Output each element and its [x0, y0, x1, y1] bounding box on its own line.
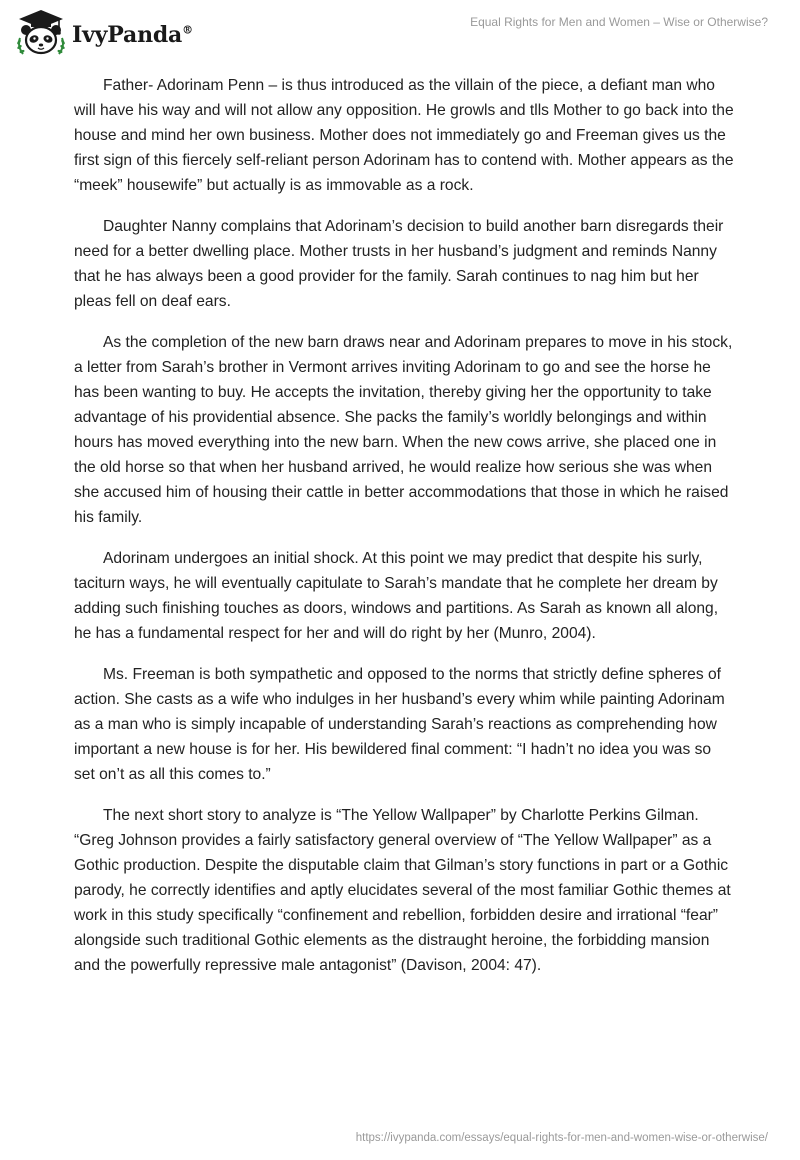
paragraph: Ms. Freeman is both sympathetic and opposed to the norms that strictly define spheres of action. She casts as a wife who indulges in her husband’s every whim while painting Adorinam as a man who is simply incapable of understanding Sarah’s reactions as comprehending how important a new house is for her. His bewildered final comment: “I hadn’t no idea you was so set on’t as all this comes to.”: [74, 666, 725, 783]
paragraph: Father- Adorinam Penn – is thus introduced as the villain of the piece, a defiant man who will have his way and will not allow any opposition. He growls and tlls Mother to go back into the house and mind her own business. Mother does not immediately go and Freeman gives us the first sign of this fiercely self-reliant person Adorinam has to contend with. Mother appears as the “meek” housewife” but actually is as immovable as a rock.: [74, 77, 734, 194]
page-header: [0, 0, 800, 62]
source-url-link[interactable]: https://ivypanda.com/essays/equal-rights-for-men-and-women-wise-or-otherwise/: [355, 1132, 768, 1144]
document-title: Equal Rights for Men and Women – Wise or Otherwise?: [470, 15, 768, 29]
essay-body: [74, 73, 734, 994]
paragraph: Daughter Nanny complains that Adorinam’s decision to build another barn disregards their need for a better dwelling place. Mother trusts in her husband’s judgment and reminds Nanny that he has always been a good provider for the family. Sarah continues to nag him but her pleas fell on deaf ears.: [74, 218, 724, 310]
registered-mark: ®: [182, 23, 193, 37]
brand-name: IvyPanda®: [72, 22, 193, 48]
ivypanda-logo[interactable]: [14, 8, 193, 58]
paragraph: Adorinam undergoes an initial shock. At this point we may predict that despite his surly, taciturn ways, he will eventually capitulate to Sarah’s mandate that he complete her dream by adding such finishing touches as doors, windows and partitions. As Sarah as known all along, he has a fundamental respect for her and will do right by her (Munro, 2004).: [74, 550, 719, 642]
paragraph: As the completion of the new barn draws near and Adorinam prepares to move in his stock, a letter from Sarah’s brother in Vermont arrives inviting Adorinam to go and see the horse he has been wanting to buy. He accepts the invitation, thereby giving her the opportunity to take advantage of his providential absence. She packs the family’s worldly belongings and within hours has moved everything into the new barn. When the new cows arrive, she placed one in the old horse so that when her husband arrived, he would realize how serious she was when she accused him of housing their cattle in better accommodations that those in which he raised his family.: [74, 334, 733, 526]
panda-graduation-cap-icon: [14, 8, 68, 58]
paragraph: The next short story to analyze is “The Yellow Wallpaper” by Charlotte Perkins Gilman. “Greg Johnson provides a fairly satisfactory general overview of “The Yellow Wallpaper” as a Gothic production. Despite the disputable claim that Gilman’s story functions in part or a Gothic parody, he correctly identifies and aptly elucidates several of the most familiar Gothic themes at work in this study specifically “confinement and rebellion, forbidden desire and irrational “fear” alongside such traditional Gothic elements as the distraught heroine, the forbidding mansion and the powerfully repressive male antagonist” (Davison, 2004: 47).: [74, 807, 731, 974]
